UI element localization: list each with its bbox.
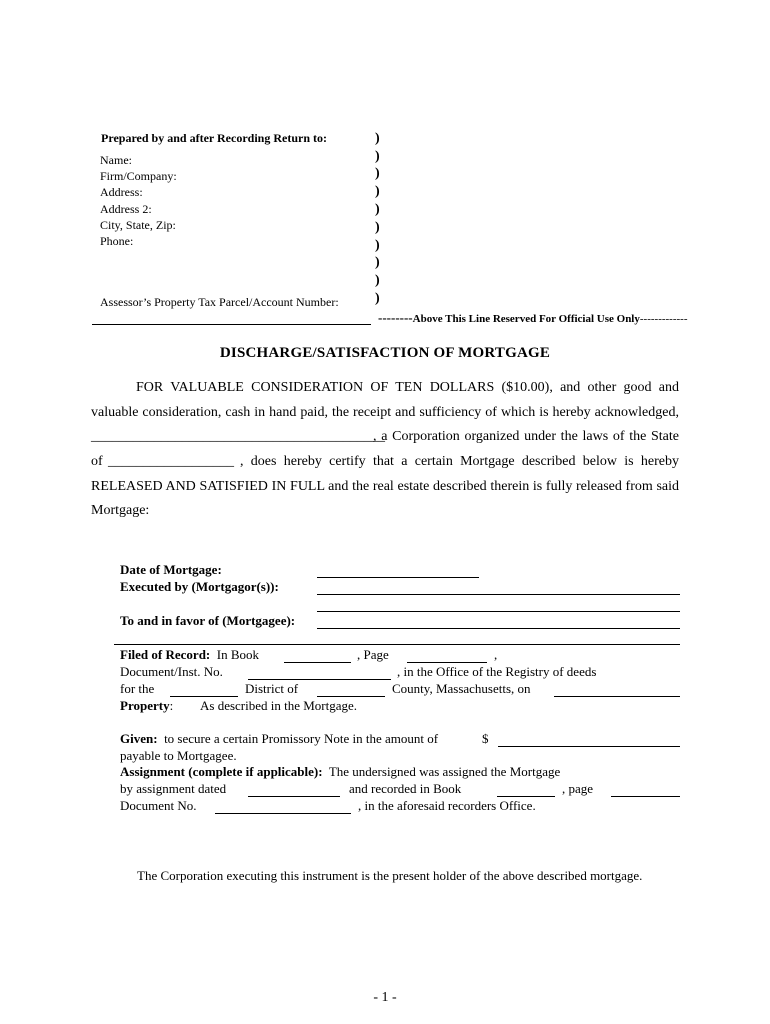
doc-inst-blank[interactable] — [248, 679, 391, 680]
city-state-zip-label: City, State, Zip: — [100, 218, 176, 232]
header-paren: ) — [375, 202, 380, 217]
prepared-by-heading: Prepared by and after Recording Return to: — [101, 131, 327, 145]
for-the-blank[interactable] — [170, 696, 238, 697]
header-paren: ) — [375, 166, 380, 181]
reserved-label: Above This Line Reserved For Official Use Only — [412, 313, 640, 325]
header-paren: ) — [375, 220, 380, 235]
header-paren: ) — [375, 149, 380, 164]
property-label: Property — [120, 698, 170, 713]
registry-text: , in the Office of the Registry of deeds — [397, 664, 597, 679]
for-the-label: for the — [120, 681, 155, 696]
district-of-label: District of — [245, 681, 299, 696]
assignment-label: Assignment (complete if applicable): — [120, 764, 323, 779]
property-row — [120, 698, 173, 714]
closing-statement: The Corporation executing this instrument is the present holder of the above described mortgage. — [137, 868, 643, 883]
document-title: DISCHARGE/SATISFACTION OF MORTGAGE — [219, 345, 551, 361]
date-of-mortgage-blank[interactable] — [317, 577, 479, 578]
district-blank[interactable] — [317, 696, 385, 697]
page-label: , Page — [357, 647, 389, 662]
recorded-date-blank[interactable] — [554, 696, 680, 697]
reserved-line-text — [378, 310, 688, 326]
amount-blank[interactable] — [498, 746, 680, 747]
property-text: As described in the Mortgage. — [200, 698, 358, 713]
body-line-4: , does hereby certify that a certain Mortgage described below is hereby — [240, 454, 679, 469]
doc-inst-label: Document/Inst. No. — [120, 664, 223, 679]
document-no-label: Document No. — [120, 798, 197, 813]
header-paren: ) — [375, 291, 380, 306]
document-no-blank[interactable] — [215, 813, 351, 814]
assignment-text: The undersigned was assigned the Mortgage — [328, 764, 561, 779]
date-of-mortgage-label: Date of Mortgage: — [120, 562, 222, 577]
body-line-3: , a Corporation organized under the laws of the State — [373, 429, 679, 444]
filed-of-record-label: Filed of Record: — [120, 647, 211, 662]
body-line-5: RELEASED AND SATISFIED IN FULL and the real estate described therein is fully released from said — [91, 479, 679, 494]
assignment-page-blank[interactable] — [611, 796, 680, 797]
page-lower-label: , page — [562, 781, 594, 796]
mortgagee-blank-2[interactable] — [317, 628, 680, 629]
given-text: to secure a certain Promissory Note in the amount of — [164, 731, 439, 746]
by-assignment-label: by assignment dated — [120, 781, 227, 796]
header-rule — [92, 324, 371, 325]
header-paren: ) — [375, 273, 380, 288]
property-colon: : — [169, 698, 174, 713]
county-label: County, Massachusetts, on — [392, 681, 531, 696]
header-paren: ) — [375, 238, 380, 253]
given-row — [120, 731, 438, 747]
book-blank[interactable] — [284, 662, 351, 663]
mortgagee-blank-1[interactable] — [317, 611, 680, 612]
page-comma: , — [494, 647, 498, 662]
assignment-row — [120, 764, 560, 780]
assessor-parcel-label: Assessor’s Property Tax Parcel/Account Number: — [100, 295, 339, 309]
assignment-book-blank[interactable] — [497, 796, 555, 797]
page-blank[interactable] — [407, 662, 487, 663]
state-blank[interactable]: __________________ — [108, 454, 234, 469]
dollar-sign: $ — [482, 731, 489, 746]
payable-text: payable to Mortgagee. — [120, 748, 237, 763]
body-line-6: Mortgage: — [91, 503, 150, 518]
section-divider — [114, 644, 680, 645]
address-label: Address: — [100, 185, 143, 199]
aforesaid-text: , in the aforesaid recorders Office. — [358, 798, 536, 813]
filed-of-record-row — [120, 647, 259, 663]
body-line-2: valuable consideration, cash in hand paid, the receipt and sufficiency of which is hereby acknowledged, — [91, 405, 679, 420]
body-line-1: FOR VALUABLE CONSIDERATION OF TEN DOLLARS ($10.00), and other good and — [136, 380, 679, 395]
header-paren: ) — [375, 255, 380, 270]
executed-by-label: Executed by (Mortgagor(s)): — [120, 579, 279, 594]
assignment-date-blank[interactable] — [248, 796, 340, 797]
in-book-label: In Book — [216, 647, 260, 662]
given-label: Given: — [120, 731, 158, 746]
header-paren: ) — [375, 184, 380, 199]
corporation-name-blank[interactable]: __________________________________________ — [91, 429, 385, 444]
firm-company-label: Firm/Company: — [100, 169, 177, 183]
in-favor-of-label: To and in favor of (Mortgagee): — [120, 613, 296, 628]
phone-label: Phone: — [100, 234, 134, 248]
recorded-in-label: and recorded in Book — [349, 781, 462, 796]
name-label: Name: — [100, 153, 132, 167]
page-number: - 1 - — [373, 990, 397, 1005]
header-paren: ) — [375, 131, 380, 146]
reserved-tail: ------------- — [639, 313, 688, 325]
reserved-dashes: -------- — [378, 310, 413, 325]
address2-label: Address 2: — [100, 202, 152, 216]
mortgagor-blank[interactable] — [317, 594, 680, 595]
body-of: of — [91, 454, 103, 469]
